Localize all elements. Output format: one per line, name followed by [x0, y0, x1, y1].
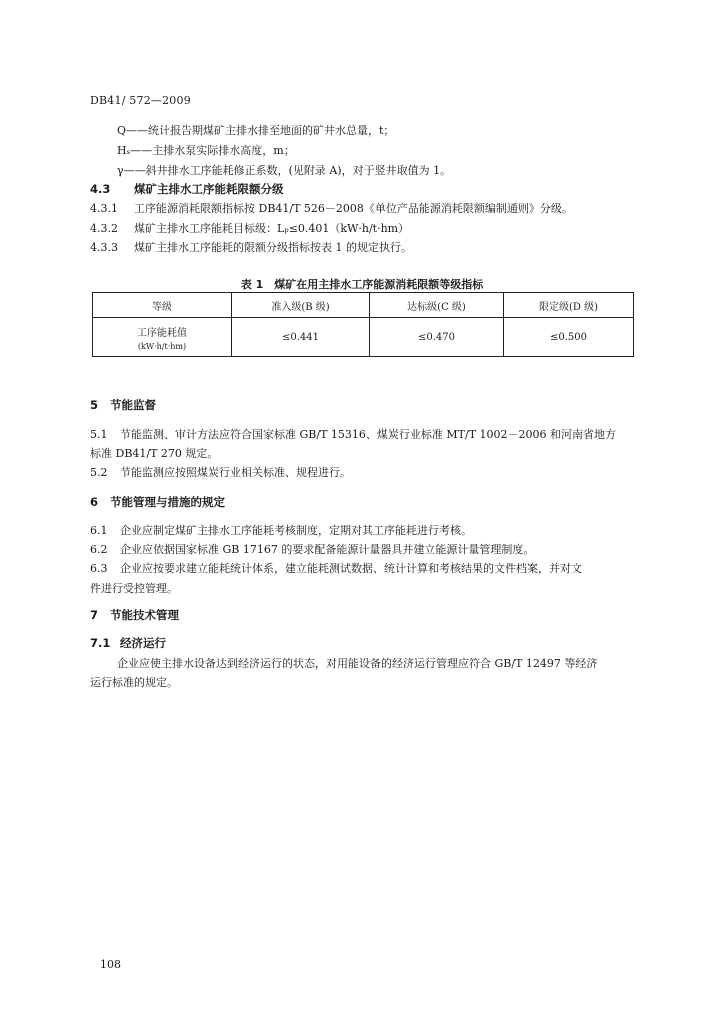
table-cell: ≤0.441	[232, 318, 370, 357]
section-number: 5	[90, 398, 99, 412]
section-text: 节能监测应按照煤炭行业相关标准、规程进行。	[120, 466, 351, 479]
definition-hs: Hₛ——主排水泵实际排水高度，m；	[117, 144, 295, 157]
section-4-3-2	[90, 220, 409, 236]
section-number: 4.3.3	[90, 241, 118, 254]
section-number: 6.2	[90, 543, 108, 556]
section-7-1-heading	[90, 635, 166, 651]
section-6-3-cont: 件进行受控管理。	[90, 582, 178, 595]
section-text: 企业应依据国家标准 GB 17167 的要求配备能源计量器具并建立能源计量管理制度。	[120, 543, 535, 556]
section-7-1-paragraph: 企业应使主排水设备达到经济运行的状态，对用能设备的经济运行管理应符合 GB/T 12497 等经济	[117, 657, 598, 670]
section-4-3	[90, 181, 284, 197]
section-5-1	[90, 426, 616, 442]
section-title: 节能管理与措施的规定	[110, 495, 225, 509]
page-number: 108	[100, 958, 121, 971]
table-header-cell: 等级	[93, 293, 232, 318]
section-number: 4.3.1	[90, 202, 118, 215]
section-7-heading	[90, 607, 179, 623]
section-6-2	[90, 541, 534, 557]
energy-limit-table	[92, 292, 634, 357]
section-text: 煤矿主排水工序能耗的限额分级指标按表 1 的规定执行。	[134, 241, 412, 254]
section-4-3-1	[90, 200, 573, 216]
section-7-1-paragraph-cont: 运行标准的规定。	[90, 676, 178, 689]
section-title: 节能监督	[110, 398, 156, 412]
section-text: 节能监测、审计方法应符合国家标准 GB/T 15316、煤炭行业标准 MT/T 1002－2006 和河南省地方	[120, 428, 617, 441]
section-number: 5.2	[90, 466, 108, 479]
table-row-label	[93, 318, 232, 357]
section-5-2	[90, 464, 351, 480]
table-header-cell: 准入级(B 级)	[232, 293, 370, 318]
table-row	[93, 318, 634, 357]
section-number: 6	[90, 495, 99, 509]
table-header-row	[93, 293, 634, 318]
section-text: 企业应按要求建立能耗统计体系，建立能耗测试数据、统计计算和考核结果的文件档案，并对文	[120, 562, 582, 575]
row-unit-text: (kW·h/t·hm)	[137, 341, 187, 351]
section-6-heading	[90, 494, 225, 510]
table-cell: ≤0.500	[504, 318, 634, 357]
table-header-cell: 达标级(C 级)	[370, 293, 504, 318]
section-number: 6.3	[90, 562, 108, 575]
table-cell: ≤0.470	[370, 318, 504, 357]
section-title: 节能技术管理	[110, 608, 179, 622]
section-number: 4.3	[90, 182, 111, 196]
section-number: 7.1	[90, 636, 111, 650]
definition-q: Q——统计报告期煤矿主排水排至地面的矿井水总量，t；	[117, 124, 395, 137]
section-text: 企业应制定煤矿主排水工序能耗考核制度，定期对其工序能耗进行考核。	[120, 524, 472, 537]
section-text: 工序能源消耗限额指标按 DB41/T 526－2008《单位产品能源消耗限额编制通则》分级。	[134, 202, 573, 215]
section-4-3-3	[90, 239, 412, 255]
table-caption: 表 1 煤矿在用主排水工序能源消耗限额等级指标	[240, 278, 484, 291]
section-number: 6.1	[90, 524, 108, 537]
row-label-text: 工序能耗值	[137, 327, 187, 339]
section-number: 7	[90, 608, 99, 622]
section-6-1	[90, 522, 472, 538]
section-6-3	[90, 560, 582, 576]
document-id: DB41/ 572—2009	[90, 94, 191, 107]
section-number: 4.3.2	[90, 222, 118, 235]
section-title: 煤矿主排水工序能耗限额分级	[134, 182, 284, 196]
definition-gamma: γ——斜井排水工序能耗修正系数，(见附录 A)，对于竖井取值为 1。	[117, 164, 452, 177]
table-header-cell: 限定级(D 级)	[504, 293, 634, 318]
section-number: 5.1	[90, 428, 108, 441]
section-title: 经济运行	[120, 636, 166, 650]
section-5-1-cont: 标准 DB41/T 270 规定。	[90, 447, 219, 460]
section-5-heading	[90, 397, 156, 413]
section-text: 煤矿主排水工序能耗目标级：Lₚ≤0.401（kW·h/t·hm）	[134, 222, 410, 235]
